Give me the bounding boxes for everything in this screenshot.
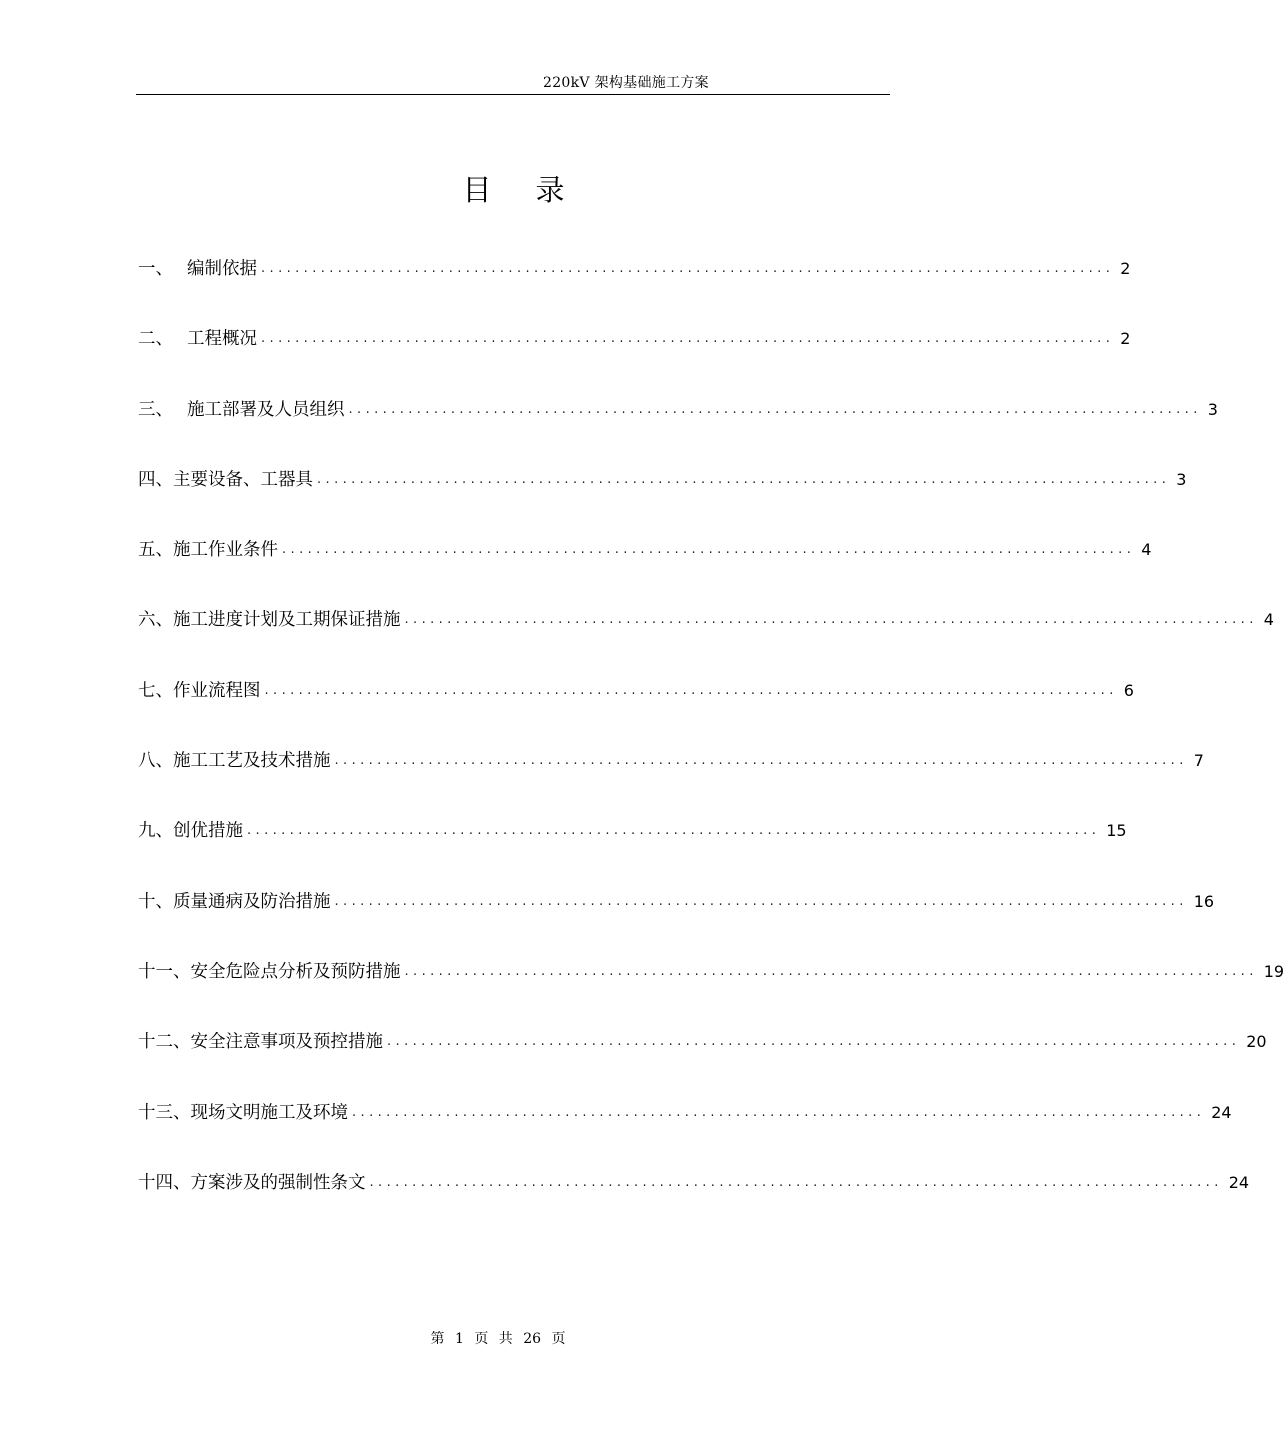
toc-dot-leader: .................................................................................................... — [247, 823, 1101, 839]
toc-entry[interactable] — [138, 466, 1187, 536]
toc-entry-number: 一、 — [138, 259, 173, 279]
header-divider — [136, 94, 890, 95]
toc-dot-leader: .................................................................................................... — [369, 1174, 1223, 1190]
toc-entry-page: 3 — [1207, 399, 1218, 419]
toc-entry-number: 五、 — [138, 540, 173, 561]
toc-dot-leader: .................................................................................................... — [317, 471, 1171, 487]
toc-heading — [0, 170, 1027, 210]
toc-entry-title: 编制依据 — [187, 259, 257, 279]
toc-dot-leader: .................................................................................................... — [348, 401, 1202, 417]
page-footer — [0, 1328, 996, 1348]
footer-label-ye: 页 — [474, 1331, 489, 1347]
toc-entry-number: 十三、 — [138, 1102, 191, 1123]
toc-entry[interactable] — [138, 1099, 1232, 1169]
toc-entry-page: 24 — [1228, 1172, 1250, 1192]
footer-current-page: 1 — [454, 1331, 464, 1347]
toc-entry-title: 施工工艺及技术措施 — [173, 751, 331, 772]
toc-entry-title: 工程概况 — [187, 329, 257, 350]
toc-entry-title: 质量通病及防治措施 — [173, 891, 331, 912]
toc-entry-title: 作业流程图 — [173, 680, 261, 701]
footer-total-pages: 26 — [523, 1331, 542, 1347]
running-header-title: 220kV 架构基础施工方案 — [543, 75, 709, 91]
toc-entry[interactable] — [138, 1169, 1250, 1239]
toc-entry[interactable] — [138, 1028, 1267, 1098]
toc-dot-leader: .................................................................................................... — [404, 963, 1258, 979]
toc-entry-page: 24 — [1211, 1102, 1232, 1122]
toc-heading-left: 目 — [462, 173, 492, 207]
toc-dot-leader: .................................................................................................... — [282, 542, 1136, 558]
toc-dot-leader: .................................................................................................... — [387, 1034, 1241, 1050]
toc-entry-number: 八、 — [138, 751, 173, 772]
toc-entry-title: 创优措施 — [173, 821, 243, 842]
toc-entry-title: 安全注意事项及预控措施 — [190, 1032, 383, 1053]
toc-list — [138, 255, 1284, 1239]
toc-entry-page: 4 — [1263, 610, 1274, 630]
toc-entry-title: 施工部署及人员组织 — [187, 399, 345, 420]
toc-entry-number: 二、 — [138, 329, 173, 350]
toc-entry-page: 16 — [1193, 891, 1215, 911]
toc-entry-page: 15 — [1106, 821, 1127, 841]
footer-label-gong: 共 — [498, 1331, 513, 1347]
footer-label-ye-2: 页 — [551, 1331, 566, 1347]
toc-entry-title: 方案涉及的强制性条文 — [190, 1172, 366, 1193]
toc-entry-page: 4 — [1141, 540, 1152, 560]
toc-entry-title: 施工进度计划及工期保证措施 — [173, 610, 401, 631]
toc-entry-number: 九、 — [138, 821, 173, 842]
toc-entry[interactable] — [138, 677, 1134, 747]
toc-entry-number: 七、 — [138, 680, 173, 701]
toc-entry-number: 十二、 — [138, 1032, 191, 1053]
toc-dot-leader: .................................................................................................... — [261, 331, 1115, 347]
toc-entry[interactable] — [138, 888, 1215, 958]
toc-entry-page: 2 — [1120, 259, 1131, 278]
toc-dot-leader: .................................................................................................... — [352, 1104, 1206, 1120]
toc-entry-number: 六、 — [138, 610, 173, 631]
toc-entry-title: 安全危险点分析及预防措施 — [190, 961, 401, 982]
toc-entry[interactable] — [138, 255, 1131, 325]
toc-entry[interactable] — [138, 958, 1284, 1028]
toc-entry[interactable] — [138, 606, 1274, 676]
toc-entry-page: 6 — [1123, 680, 1134, 700]
footer-label-di: 第 — [430, 1331, 445, 1347]
toc-dot-leader: .................................................................................................... — [334, 753, 1188, 769]
toc-entry-number: 十一、 — [138, 961, 191, 982]
toc-entry-number: 三、 — [138, 399, 173, 420]
toc-entry-title: 施工作业条件 — [173, 540, 278, 561]
toc-dot-leader: .................................................................................................... — [334, 893, 1188, 909]
toc-heading-right: 录 — [535, 173, 565, 207]
toc-dot-leader: .................................................................................................... — [264, 682, 1118, 698]
toc-entry-page: 2 — [1120, 329, 1131, 349]
toc-entry-title: 现场文明施工及环境 — [190, 1102, 348, 1123]
toc-entry-title: 主要设备、工器具 — [173, 469, 313, 490]
toc-entry[interactable] — [138, 325, 1131, 395]
toc-entry[interactable] — [138, 536, 1152, 606]
toc-entry-page: 19 — [1263, 961, 1284, 981]
toc-entry-page: 3 — [1176, 469, 1187, 489]
toc-entry-page: 20 — [1246, 1032, 1267, 1052]
toc-entry-number: 十四、 — [138, 1172, 191, 1193]
toc-entry[interactable] — [138, 747, 1204, 817]
toc-entry-number: 十、 — [138, 891, 173, 912]
toc-entry[interactable] — [138, 396, 1218, 466]
toc-entry-page: 7 — [1193, 751, 1204, 771]
toc-dot-leader: .................................................................................................... — [261, 261, 1115, 276]
toc-entry-number: 四、 — [138, 469, 173, 490]
toc-dot-leader: .................................................................................................... — [404, 612, 1258, 628]
toc-entry[interactable] — [138, 817, 1127, 887]
